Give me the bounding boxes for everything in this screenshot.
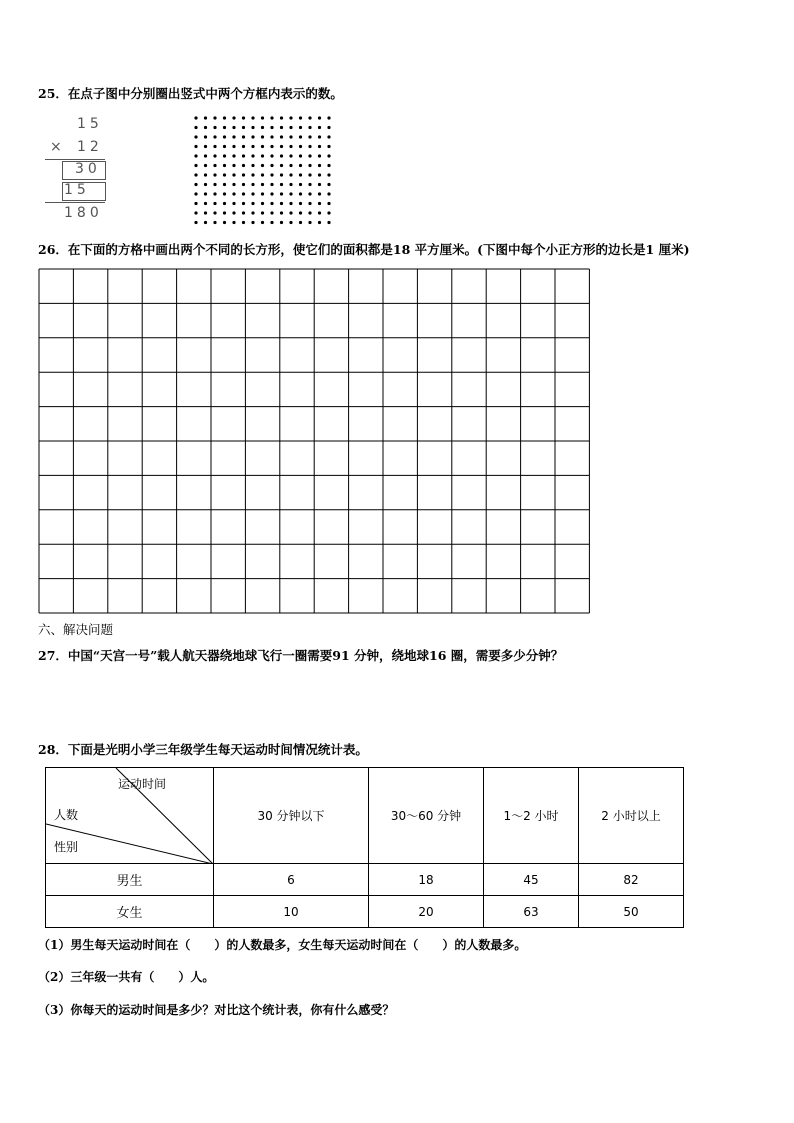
- grid-dot: [242, 173, 245, 176]
- grid-dot: [213, 126, 216, 129]
- column-header: 30～60 分钟: [369, 768, 484, 864]
- grid-dot: [194, 183, 197, 186]
- product-line-1: [45, 159, 105, 160]
- grid-dot: [289, 126, 292, 129]
- grid-dot: [204, 183, 207, 186]
- table-row: [46, 864, 684, 896]
- grid-dot: [318, 173, 321, 176]
- question-25-text: 25．在点子图中分别圈出竖式中两个方框内表示的数。: [38, 86, 343, 101]
- grid-dot: [194, 192, 197, 195]
- grid-dot: [213, 164, 216, 167]
- grid-dot: [299, 173, 302, 176]
- q28-subquestion-2: （2）三年级一共有（ ）人。: [38, 970, 215, 984]
- q28-subquestion-1: （1）男生每天运动时间在（ ）的人数最多，女生每天运动时间在（ ）的人数最多。: [38, 938, 527, 952]
- grid-dot: [251, 126, 254, 129]
- grid-dot: [223, 192, 226, 195]
- grid-dot: [327, 135, 330, 138]
- grid-dot: [299, 116, 302, 119]
- grid-dot: [289, 135, 292, 138]
- grid-dot: [213, 145, 216, 148]
- grid-dot: [213, 211, 216, 214]
- grid-dot: [308, 126, 311, 129]
- grid-dot: [213, 173, 216, 176]
- multiplier: 12: [77, 139, 103, 155]
- grid-dot: [299, 126, 302, 129]
- grid-dot: [213, 221, 216, 224]
- grid-dot: [194, 202, 197, 205]
- grid-dot: [204, 154, 207, 157]
- grid-dot: [194, 211, 197, 214]
- final-product: 180: [64, 205, 103, 221]
- grid-dot: [280, 192, 283, 195]
- grid-dot: [232, 126, 235, 129]
- grid-dot: [213, 116, 216, 119]
- grid-dot: [223, 145, 226, 148]
- table-cell: 20: [369, 896, 484, 928]
- grid-dot: [318, 221, 321, 224]
- grid-dot: [327, 154, 330, 157]
- grid-dot: [289, 183, 292, 186]
- grid-dot: [251, 183, 254, 186]
- table-cell: 45: [484, 864, 579, 896]
- question-27-text: 27．中国“天宫一号”载人航天器绕地球飞行一圈需要91 分钟，绕地球16 圈，需要多少分钟？: [38, 648, 564, 663]
- grid-dot: [242, 183, 245, 186]
- grid-dot: [223, 154, 226, 157]
- grid-dot: [327, 126, 330, 129]
- grid-dot: [261, 211, 264, 214]
- section-6-title: 六、解决问题: [38, 622, 114, 637]
- grid-dot: [289, 211, 292, 214]
- grid-dot: [213, 154, 216, 157]
- square-grid: [38, 268, 592, 614]
- grid-dot: [299, 202, 302, 205]
- grid-dot: [327, 221, 330, 224]
- header-exercise-time: 运动时间: [118, 777, 167, 791]
- grid-dot: [223, 164, 226, 167]
- grid-dot: [223, 221, 226, 224]
- grid-dot: [194, 126, 197, 129]
- grid-dot: [261, 164, 264, 167]
- grid-dot: [318, 183, 321, 186]
- grid-dot: [270, 164, 273, 167]
- grid-dot: [280, 173, 283, 176]
- grid-dot: [280, 135, 283, 138]
- grid-dot: [232, 145, 235, 148]
- grid-dot: [308, 116, 311, 119]
- grid-dot: [223, 202, 226, 205]
- grid-dot: [194, 154, 197, 157]
- grid-dot: [299, 154, 302, 157]
- grid-dot: [232, 183, 235, 186]
- grid-dot: [280, 154, 283, 157]
- grid-dot: [318, 145, 321, 148]
- grid-dot: [308, 173, 311, 176]
- grid-dot: [251, 145, 254, 148]
- row-label-girls: 女生: [46, 896, 214, 928]
- grid-dot: [327, 164, 330, 167]
- grid-dot: [270, 202, 273, 205]
- grid-dot: [308, 154, 311, 157]
- grid-dot: [251, 116, 254, 119]
- grid-dot: [242, 192, 245, 195]
- grid-dot: [308, 211, 311, 214]
- grid-dot: [242, 202, 245, 205]
- grid-dot: [318, 154, 321, 157]
- grid-dot: [270, 135, 273, 138]
- partial-product-1: 30: [75, 161, 101, 177]
- grid-dot: [232, 164, 235, 167]
- table-cell: 50: [579, 896, 684, 928]
- grid-dot: [289, 221, 292, 224]
- times-sign: ×: [50, 139, 66, 155]
- grid-dot: [194, 135, 197, 138]
- table-cell: 63: [484, 896, 579, 928]
- grid-dot: [327, 202, 330, 205]
- grid-dot: [232, 202, 235, 205]
- grid-dot: [232, 192, 235, 195]
- grid-dot: [270, 211, 273, 214]
- grid-dot: [299, 135, 302, 138]
- grid-dot: [280, 126, 283, 129]
- grid-dot: [318, 164, 321, 167]
- grid-dot: [251, 164, 254, 167]
- grid-dot: [308, 145, 311, 148]
- grid-dot: [261, 221, 264, 224]
- grid-dot: [261, 145, 264, 148]
- table-row: [46, 896, 684, 928]
- grid-dot: [289, 202, 292, 205]
- header-count: 人数: [54, 808, 79, 822]
- grid-dot: [318, 211, 321, 214]
- grid-dot: [280, 221, 283, 224]
- grid-dot: [213, 192, 216, 195]
- grid-dot: [270, 183, 273, 186]
- grid-dot: [280, 145, 283, 148]
- grid-dot: [289, 192, 292, 195]
- grid-dot: [270, 192, 273, 195]
- grid-dot: [242, 164, 245, 167]
- grid-dot: [194, 173, 197, 176]
- grid-dot: [223, 183, 226, 186]
- grid-dot: [251, 211, 254, 214]
- grid-dot: [280, 183, 283, 186]
- grid-dot: [194, 145, 197, 148]
- grid-dot: [242, 154, 245, 157]
- grid-dot: [251, 221, 254, 224]
- grid-dot: [318, 202, 321, 205]
- grid-dot: [223, 211, 226, 214]
- grid-dot: [327, 116, 330, 119]
- grid-dot: [242, 211, 245, 214]
- grid-dot: [327, 192, 330, 195]
- grid-dot: [289, 116, 292, 119]
- grid-dot: [213, 135, 216, 138]
- grid-dot: [270, 116, 273, 119]
- column-header: 30 分钟以下: [214, 768, 369, 864]
- product-line-2: [45, 202, 105, 203]
- column-header: 1～2 小时: [484, 768, 579, 864]
- grid-dot: [270, 126, 273, 129]
- diagonal-header-cell: [46, 768, 214, 864]
- grid-dot: [251, 173, 254, 176]
- grid-dot: [204, 164, 207, 167]
- grid-dot: [223, 126, 226, 129]
- grid-dot: [223, 116, 226, 119]
- question-26-text: 26．在下面的方格中画出两个不同的长方形，使它们的面积都是18 平方厘米。(下图中每个小正方形的边长是1 厘米): [38, 242, 690, 257]
- grid-dot: [223, 135, 226, 138]
- table-cell: 10: [214, 896, 369, 928]
- row-label-boys: 男生: [46, 864, 214, 896]
- dot-grid: [192, 114, 342, 226]
- grid-dot: [232, 211, 235, 214]
- grid-dot: [318, 192, 321, 195]
- q28-subquestion-3: （3）你每天的运动时间是多少？对比这个统计表，你有什么感受？: [38, 1003, 395, 1017]
- grid-dot: [270, 145, 273, 148]
- grid-dot: [242, 116, 245, 119]
- grid-dot: [204, 202, 207, 205]
- grid-dot: [194, 221, 197, 224]
- partial-product-2: 15: [64, 182, 90, 198]
- grid-dot: [223, 173, 226, 176]
- grid-dot: [289, 145, 292, 148]
- grid-dot: [204, 192, 207, 195]
- grid-dot: [204, 221, 207, 224]
- grid-dot: [308, 164, 311, 167]
- grid-dot: [261, 183, 264, 186]
- grid-dot: [299, 192, 302, 195]
- grid-dot: [308, 135, 311, 138]
- grid-dot: [242, 135, 245, 138]
- grid-dot: [308, 192, 311, 195]
- grid-dot: [232, 135, 235, 138]
- grid-dot: [213, 183, 216, 186]
- grid-dot: [299, 183, 302, 186]
- grid-dot: [194, 116, 197, 119]
- grid-dot: [280, 164, 283, 167]
- exercise-time-table: [45, 767, 684, 928]
- multiplicand: 15: [77, 116, 103, 132]
- vertical-multiplication: [40, 114, 120, 224]
- grid-dot: [204, 116, 207, 119]
- grid-dot: [204, 145, 207, 148]
- grid-dot: [232, 154, 235, 157]
- grid-dot: [308, 183, 311, 186]
- grid-dot: [204, 135, 207, 138]
- grid-dot: [318, 126, 321, 129]
- grid-dot: [299, 164, 302, 167]
- grid-dot: [299, 145, 302, 148]
- column-header: 2 小时以上: [579, 768, 684, 864]
- grid-dot: [232, 116, 235, 119]
- grid-dot: [299, 221, 302, 224]
- grid-dot: [299, 211, 302, 214]
- table-cell: 6: [214, 864, 369, 896]
- grid-dot: [251, 154, 254, 157]
- grid-dot: [261, 154, 264, 157]
- grid-dot: [232, 221, 235, 224]
- header-gender: 性别: [54, 840, 79, 854]
- grid-dot: [327, 145, 330, 148]
- table-cell: 18: [369, 864, 484, 896]
- grid-dot: [242, 126, 245, 129]
- grid-dot: [251, 192, 254, 195]
- grid-dot: [261, 192, 264, 195]
- table-cell: 82: [579, 864, 684, 896]
- grid-dot: [280, 116, 283, 119]
- grid-dot: [289, 164, 292, 167]
- grid-dot: [270, 221, 273, 224]
- grid-dot: [318, 135, 321, 138]
- grid-dot: [270, 154, 273, 157]
- grid-dot: [327, 173, 330, 176]
- grid-dot: [213, 202, 216, 205]
- grid-dot: [289, 154, 292, 157]
- grid-dot: [280, 202, 283, 205]
- grid-dot: [318, 116, 321, 119]
- grid-dot: [242, 221, 245, 224]
- grid-dot: [308, 221, 311, 224]
- grid-dot: [204, 173, 207, 176]
- grid-dot: [280, 211, 283, 214]
- grid-dot: [270, 173, 273, 176]
- grid-dot: [194, 164, 197, 167]
- grid-dot: [308, 202, 311, 205]
- grid-dot: [261, 135, 264, 138]
- grid-dot: [261, 116, 264, 119]
- grid-dot: [232, 173, 235, 176]
- grid-dot: [289, 173, 292, 176]
- grid-dot: [261, 173, 264, 176]
- grid-dot: [251, 135, 254, 138]
- grid-dot: [242, 145, 245, 148]
- grid-dot: [327, 211, 330, 214]
- grid-dot: [204, 126, 207, 129]
- grid-dot: [261, 202, 264, 205]
- grid-dot: [261, 126, 264, 129]
- grid-dot: [204, 211, 207, 214]
- grid-dot: [251, 202, 254, 205]
- grid-dot: [327, 183, 330, 186]
- question-28-text: 28．下面是光明小学三年级学生每天运动时间情况统计表。: [38, 742, 368, 757]
